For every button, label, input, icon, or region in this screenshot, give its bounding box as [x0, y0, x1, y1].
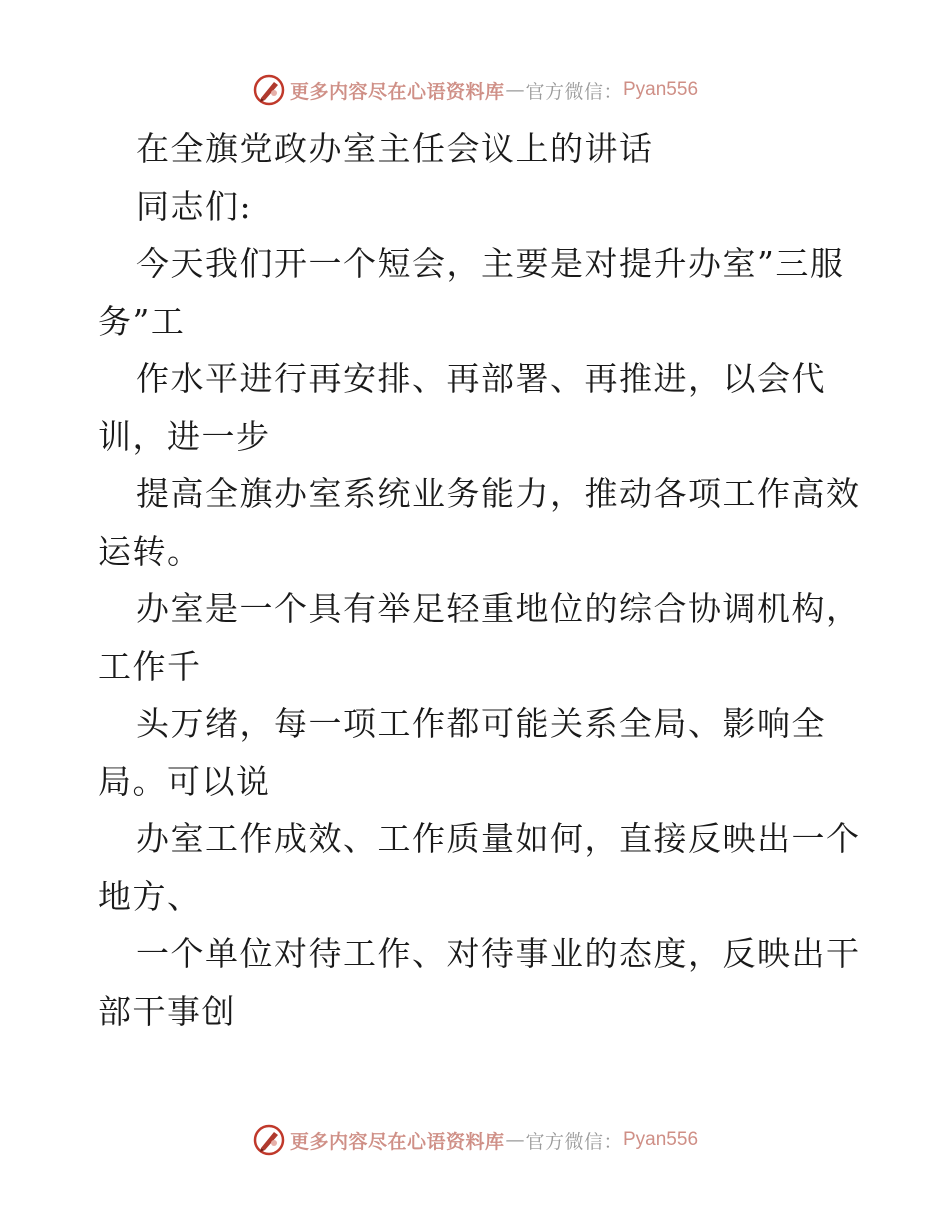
watermark-id: Pyan556	[623, 1129, 699, 1150]
document-body	[98, 120, 861, 1040]
salutation: 同志们:	[136, 186, 253, 226]
paragraph-line: 办室是一个具有举足轻重地位的综合协调机构，	[136, 589, 861, 628]
watermark-dash: —	[505, 1129, 525, 1151]
paragraph-line: 务”工	[98, 301, 186, 341]
paragraph-line: 部干事创	[98, 991, 236, 1031]
paragraph-line: 工作千	[98, 646, 202, 686]
paragraph-line: 作水平进行再安排、再部署、再推进，以会代	[136, 359, 826, 398]
paragraph-line: 一个单位对待工作、对待事业的态度，反映出干	[136, 934, 861, 973]
paragraph-line: 局。可以说	[98, 761, 271, 801]
footer-watermark	[0, 1120, 950, 1160]
paragraph-line: 运转。	[98, 531, 202, 571]
watermark-main-text: 更多内容尽在心语资料库	[289, 80, 505, 103]
document-title: 在全旗党政办室主任会议上的讲话	[136, 129, 654, 168]
watermark-main-text: 更多内容尽在心语资料库	[289, 1130, 505, 1153]
paragraph-line: 头万绪，每一项工作都可能关系全局、影响全	[136, 704, 826, 743]
header-watermark	[0, 70, 950, 110]
watermark-side-text: 官方微信：	[525, 80, 623, 103]
watermark-side-text: 官方微信：	[525, 1130, 623, 1153]
paragraph-line: 办室工作成效、工作质量如何，直接反映出一个	[136, 819, 861, 858]
watermark-dash: —	[505, 79, 525, 101]
watermark-id: Pyan556	[623, 79, 699, 100]
paragraph-line: 训，进一步	[98, 416, 271, 456]
paragraph-line: 地方、	[98, 876, 202, 916]
pen-logo-icon	[252, 73, 286, 107]
pen-logo-icon	[252, 1123, 286, 1157]
paragraph-line: 提高全旗办室系统业务能力，推动各项工作高效	[136, 474, 861, 513]
paragraph-line: 今天我们开一个短会，主要是对提升办室”三服	[136, 244, 845, 283]
